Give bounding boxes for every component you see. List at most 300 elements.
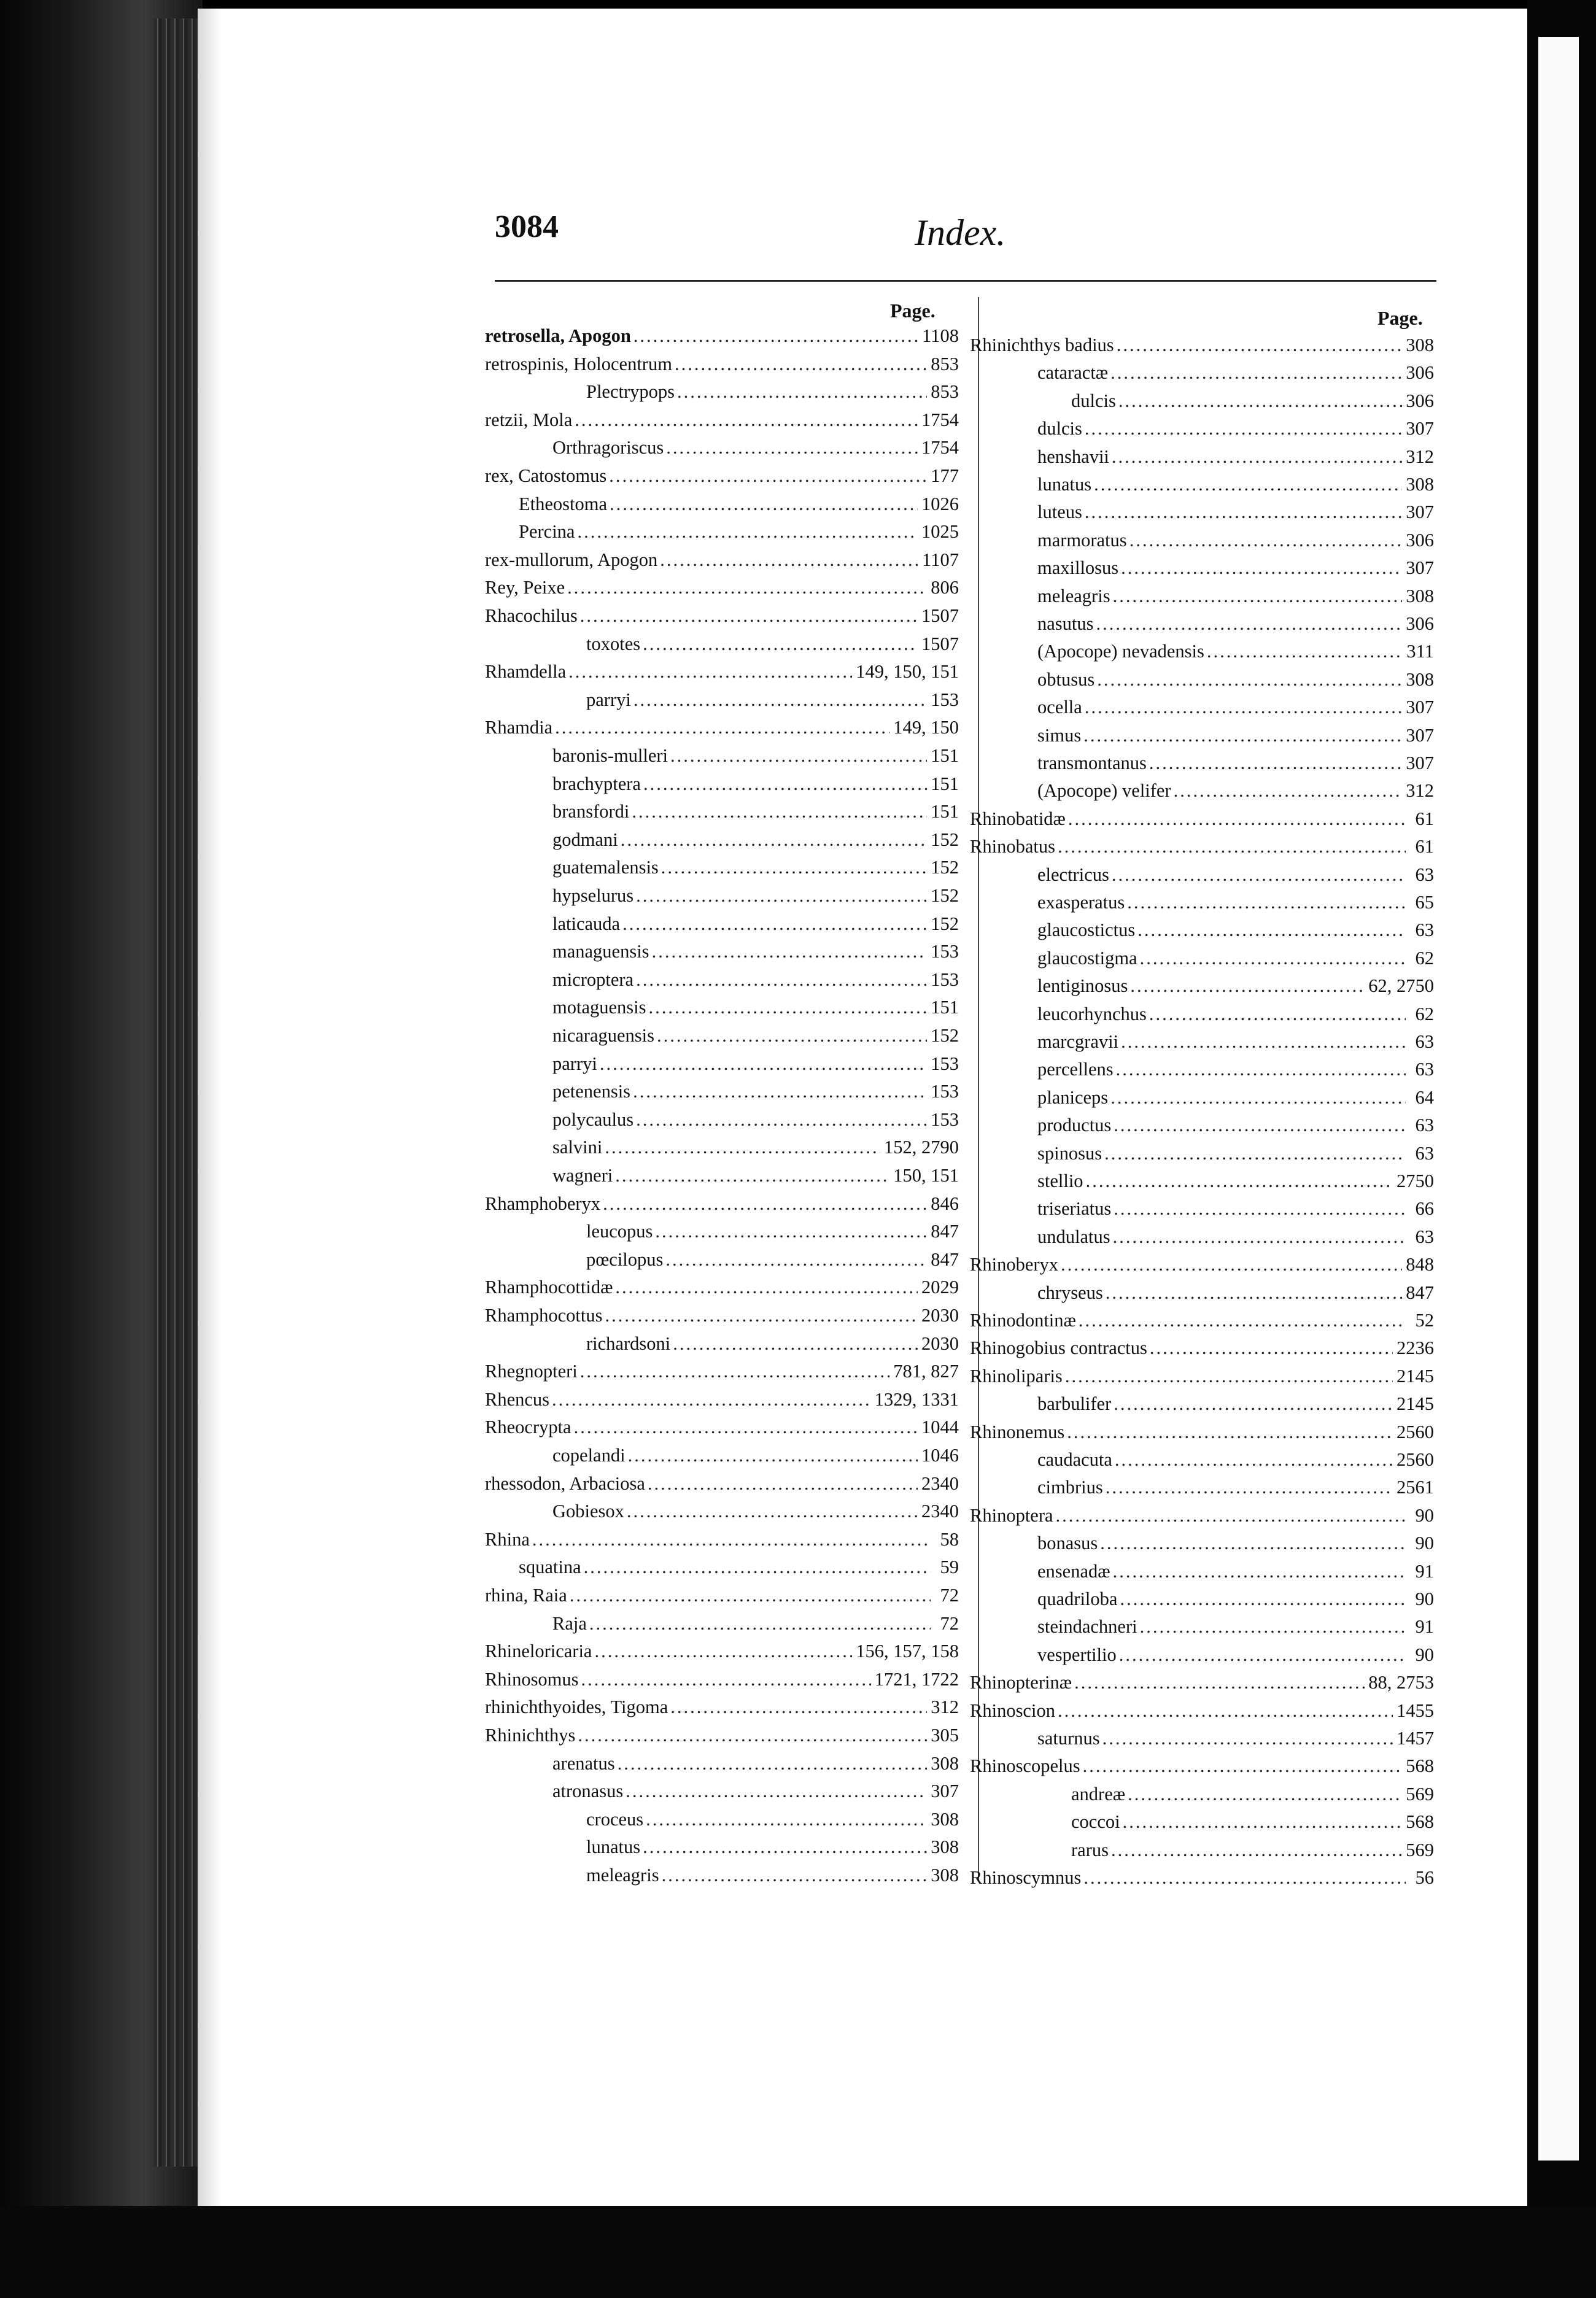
index-entry	[1037, 1616, 1434, 1643]
dot-leader	[1079, 1310, 1406, 1331]
dot-leader	[1068, 808, 1406, 830]
index-page-ref: 63	[1415, 1031, 1434, 1052]
dot-leader	[665, 1249, 927, 1271]
dot-leader	[605, 1305, 918, 1326]
index-page-ref: 72	[940, 1612, 959, 1634]
index-page-ref: 152	[931, 857, 959, 878]
index-entry	[552, 745, 959, 772]
index-term: leucopus	[586, 1221, 653, 1242]
index-page-ref: 307	[1406, 752, 1434, 773]
index-page-ref: 59	[940, 1557, 959, 1578]
index-term: polycaulus	[552, 1108, 634, 1130]
index-page-ref: 91	[1415, 1616, 1434, 1638]
index-page-ref: 61	[1415, 836, 1434, 857]
index-entry	[1037, 1561, 1434, 1588]
index-term: Rhamphocottus	[485, 1305, 603, 1326]
index-term: luteus	[1037, 501, 1082, 523]
index-entry	[1037, 586, 1434, 613]
dot-leader	[567, 577, 927, 598]
dot-leader	[615, 1277, 918, 1298]
dot-leader	[581, 1669, 871, 1690]
index-entry	[970, 335, 1434, 362]
index-page-ref: 307	[1406, 697, 1434, 718]
index-term: marmoratus	[1037, 529, 1127, 551]
index-page-ref: 1046	[921, 1445, 959, 1466]
index-term: arenatus	[552, 1752, 615, 1774]
index-term: Rhinoscion	[970, 1700, 1055, 1721]
dot-leader	[1130, 975, 1365, 997]
index-page-ref: 853	[931, 381, 959, 403]
index-term: meleagris	[1037, 585, 1110, 606]
index-entry	[586, 1809, 959, 1836]
dot-leader	[1128, 1784, 1402, 1805]
index-page-ref: 63	[1415, 864, 1434, 885]
index-entry	[1037, 892, 1434, 919]
index-term: stellio	[1037, 1170, 1083, 1191]
dot-leader	[1113, 1561, 1406, 1582]
index-entry	[586, 1249, 959, 1276]
index-entry	[1037, 697, 1434, 724]
index-entry	[970, 1366, 1434, 1393]
index-term: cataractæ	[1037, 362, 1109, 384]
index-term: Rhinodontinæ	[970, 1310, 1076, 1331]
index-page-ref: 90	[1415, 1644, 1434, 1665]
index-page-ref: 305	[931, 1725, 959, 1746]
index-page-ref: 66	[1415, 1198, 1434, 1220]
dot-leader	[615, 1165, 889, 1186]
index-entry	[586, 689, 959, 716]
index-page-ref: 307	[1406, 418, 1434, 439]
index-page-ref: 847	[1406, 1282, 1434, 1303]
gutter-shadow	[198, 9, 222, 2206]
index-term: Rhinoscopelus	[970, 1755, 1080, 1777]
index-term: copelandi	[552, 1445, 626, 1466]
index-page-ref: 153	[931, 1081, 959, 1102]
dot-leader	[555, 717, 889, 738]
index-term: godmani	[552, 829, 618, 850]
dot-leader	[1110, 362, 1402, 384]
index-term: quadriloba	[1037, 1588, 1118, 1609]
dot-leader	[621, 829, 928, 851]
index-term: Rhinobatus	[970, 836, 1055, 857]
dot-leader	[577, 521, 918, 543]
index-term: transmontanus	[1037, 752, 1147, 773]
dot-leader	[552, 1389, 871, 1410]
dot-leader	[578, 1725, 927, 1746]
index-term: Rhegnopteri	[485, 1361, 578, 1382]
index-page-ref: 153	[931, 1108, 959, 1130]
index-page-ref: 853	[931, 353, 959, 374]
index-term: Rey, Peixe	[485, 577, 565, 598]
index-page-ref: 2029	[921, 1277, 959, 1298]
index-page-ref: 61	[1415, 808, 1434, 829]
index-entry	[552, 1165, 959, 1192]
dot-leader	[648, 1473, 918, 1495]
next-page-edge	[1538, 37, 1579, 2161]
dot-leader	[1061, 1254, 1402, 1275]
index-entry	[1037, 1477, 1434, 1504]
index-entry	[1037, 362, 1434, 389]
dot-leader	[1115, 1449, 1393, 1471]
index-entry	[1037, 1198, 1434, 1225]
index-term: planiceps	[1037, 1086, 1109, 1108]
index-page-ref: 1025	[921, 521, 959, 543]
index-page-ref: 307	[1406, 501, 1434, 523]
column-divider	[978, 297, 979, 1881]
index-entry	[970, 836, 1434, 863]
dot-leader	[1127, 892, 1406, 913]
index-page-ref: 1107	[922, 549, 959, 570]
index-page-ref: 2340	[921, 1501, 959, 1522]
index-term: retzii, Mola	[485, 409, 573, 430]
dot-leader	[1086, 1170, 1393, 1192]
index-term: glaucostigma	[1037, 947, 1137, 969]
index-page-ref: 63	[1415, 1059, 1434, 1080]
index-term: andreæ	[1071, 1783, 1126, 1805]
index-term: (Apocope) velifer	[1037, 780, 1171, 802]
dot-leader	[605, 1137, 880, 1158]
index-entry	[552, 997, 959, 1024]
index-term: motaguensis	[552, 997, 646, 1018]
index-entry	[485, 1473, 959, 1500]
index-term: Plectrypops	[586, 381, 675, 403]
index-term: obtusus	[1037, 668, 1095, 690]
index-page-ref: 151	[931, 773, 959, 794]
index-page-ref: 62	[1415, 1003, 1434, 1024]
dot-leader	[666, 437, 918, 458]
dot-leader	[657, 1025, 927, 1046]
index-page-ref: 2560	[1396, 1421, 1434, 1442]
dot-leader	[633, 1081, 927, 1102]
dot-leader	[1085, 697, 1402, 718]
dot-leader	[1137, 919, 1406, 941]
dot-leader	[1056, 1505, 1406, 1526]
index-page-ref: 2145	[1396, 1393, 1434, 1415]
dot-leader	[584, 1557, 931, 1578]
right-column-page-label: Page.	[1377, 307, 1423, 329]
index-page-ref: 2750	[1396, 1170, 1434, 1191]
dot-leader	[1113, 586, 1403, 607]
index-term: lunatus	[1037, 474, 1092, 495]
index-page-ref: 308	[931, 1836, 959, 1858]
dot-leader	[1104, 1143, 1406, 1164]
dot-leader	[627, 1501, 918, 1522]
dot-leader	[1085, 418, 1402, 439]
index-entry	[485, 1696, 959, 1724]
dot-leader	[673, 1333, 918, 1355]
index-term: exasperatus	[1037, 892, 1125, 913]
index-entry	[1037, 1226, 1434, 1253]
dot-leader	[1058, 1700, 1393, 1722]
index-term: barbulifer	[1037, 1393, 1112, 1415]
dot-leader	[643, 633, 918, 655]
index-entry	[586, 1221, 959, 1248]
dot-leader	[1100, 1533, 1406, 1554]
index-entry	[552, 773, 959, 800]
dot-leader	[1119, 1644, 1406, 1666]
index-page-ref: 177	[931, 465, 959, 486]
dot-leader	[570, 1585, 931, 1606]
dot-leader	[660, 549, 918, 571]
dot-leader	[675, 354, 927, 375]
index-entry	[519, 521, 959, 548]
index-entry	[1037, 669, 1434, 696]
index-term: saturnus	[1037, 1728, 1100, 1749]
index-page-ref: 1507	[921, 605, 959, 626]
index-term: lentiginosus	[1037, 975, 1128, 997]
index-entry	[1037, 1031, 1434, 1058]
index-entry	[485, 325, 959, 352]
dot-leader	[1174, 780, 1403, 802]
index-term: nasutus	[1037, 613, 1094, 634]
index-page-ref: 1754	[921, 409, 959, 430]
index-entry	[485, 1725, 959, 1752]
dot-leader	[1102, 1728, 1393, 1749]
index-entry	[586, 1333, 959, 1360]
index-page-ref: 150, 151	[893, 1165, 959, 1186]
index-term: rhinichthyoides, Tigoma	[485, 1696, 668, 1718]
index-term: percellens	[1037, 1059, 1114, 1080]
index-term: dulcis	[1037, 418, 1082, 439]
index-entry	[1037, 557, 1434, 584]
index-entry	[1071, 390, 1434, 417]
dot-leader	[1121, 557, 1402, 579]
index-entry	[1037, 613, 1434, 640]
index-entry	[552, 1053, 959, 1080]
index-term: caudacuta	[1037, 1449, 1112, 1470]
index-page-ref: 307	[931, 1781, 959, 1802]
index-term: rhessodon, Arbaciosa	[485, 1472, 645, 1494]
index-entry	[552, 1613, 959, 1640]
index-page-ref: 63	[1415, 1226, 1434, 1247]
index-entry	[519, 1557, 959, 1584]
index-entry	[1037, 501, 1434, 528]
index-entry	[552, 1445, 959, 1472]
index-page-ref: 152	[931, 913, 959, 934]
index-page-ref: 64	[1415, 1086, 1434, 1108]
index-page-ref: 2236	[1396, 1337, 1434, 1359]
dot-leader	[1106, 1477, 1393, 1498]
index-term: Rhencus	[485, 1388, 550, 1410]
index-term: Etheostoma	[519, 493, 607, 514]
index-entry	[552, 1781, 959, 1808]
index-page-ref: 152, 2790	[884, 1137, 959, 1158]
index-page-ref: 2145	[1396, 1365, 1434, 1387]
dot-leader	[1149, 752, 1402, 774]
dot-leader	[1149, 1004, 1406, 1025]
index-term: bransfordi	[552, 801, 630, 822]
dot-leader	[618, 1753, 928, 1774]
index-page-ref: 153	[931, 969, 959, 990]
index-term: Rhinonemus	[970, 1421, 1065, 1442]
index-page-ref: 52	[1415, 1310, 1434, 1331]
index-page-ref: 308	[931, 1865, 959, 1886]
index-entry	[970, 1422, 1434, 1449]
dot-leader	[677, 381, 927, 403]
index-page-ref: 847	[931, 1221, 959, 1242]
index-term: maxillosus	[1037, 557, 1119, 579]
index-term: Orthragoriscus	[552, 437, 664, 458]
index-page-ref: 569	[1406, 1783, 1434, 1805]
dot-leader	[1118, 390, 1402, 412]
index-term: Rhina	[485, 1528, 530, 1550]
index-page-ref: 312	[1406, 780, 1434, 802]
index-page-ref: 63	[1415, 919, 1434, 941]
dot-leader	[594, 1641, 852, 1662]
index-entry	[1037, 1449, 1434, 1476]
index-entry	[552, 1025, 959, 1052]
index-entry	[552, 1137, 959, 1164]
index-entry	[485, 1277, 959, 1304]
index-entry	[552, 969, 959, 996]
index-term: dulcis	[1071, 390, 1116, 411]
index-entry	[1037, 725, 1434, 752]
dot-leader	[1074, 1672, 1365, 1693]
index-entry	[970, 808, 1434, 835]
page-stack-edge	[153, 18, 203, 2167]
dot-leader	[1065, 1366, 1393, 1387]
index-page-ref: 1329, 1331	[874, 1388, 959, 1410]
dot-leader	[670, 745, 927, 767]
index-entry	[1071, 1784, 1434, 1811]
dot-leader	[1094, 474, 1402, 495]
index-entry	[970, 1337, 1434, 1364]
index-page-ref: 308	[1406, 585, 1434, 606]
dot-leader	[662, 1865, 928, 1886]
index-term: Rhinoberyx	[970, 1254, 1059, 1275]
index-entry	[970, 1672, 1434, 1699]
index-entry	[1037, 1115, 1434, 1142]
index-page-ref: 1457	[1396, 1728, 1434, 1749]
index-term: ensenadæ	[1037, 1560, 1110, 1582]
index-page-ref: 149, 150	[893, 717, 959, 738]
index-term: rhina, Raia	[485, 1585, 567, 1606]
index-entry	[1037, 864, 1434, 891]
index-entry	[1037, 1393, 1434, 1420]
dot-leader	[1121, 1031, 1406, 1053]
index-term: toxotes	[586, 633, 641, 654]
index-page-ref: 58	[940, 1528, 959, 1550]
index-term: Rhinogobius contractus	[970, 1337, 1147, 1359]
dot-leader	[1114, 1393, 1393, 1415]
index-entry	[552, 1081, 959, 1108]
dot-leader	[1113, 1226, 1406, 1248]
index-entry	[1037, 418, 1434, 445]
index-entry	[485, 354, 959, 381]
index-term: salvini	[552, 1137, 603, 1158]
index-term: Rheocrypta	[485, 1417, 571, 1438]
index-term: richardsoni	[586, 1333, 671, 1354]
index-term: Rhineloricaria	[485, 1641, 592, 1662]
dot-leader	[655, 1221, 927, 1242]
index-page-ref: 62	[1415, 947, 1434, 969]
dot-leader	[636, 1109, 927, 1131]
index-entry	[552, 885, 959, 912]
index-page-ref: 308	[1406, 474, 1434, 495]
index-entry	[970, 1254, 1434, 1281]
dot-leader	[670, 1696, 927, 1718]
index-entry	[485, 1641, 959, 1668]
index-entry	[485, 1389, 959, 1416]
dot-leader	[610, 493, 918, 515]
index-page-ref: 63	[1415, 1142, 1434, 1164]
dot-leader	[636, 969, 927, 991]
dot-leader	[661, 857, 927, 878]
dot-leader	[580, 1361, 889, 1382]
index-entry	[586, 633, 959, 660]
dot-leader	[1083, 1755, 1403, 1777]
index-page-ref: 306	[1406, 529, 1434, 551]
dot-leader	[636, 885, 927, 907]
dot-leader	[1150, 1337, 1393, 1359]
index-page-ref: 153	[931, 689, 959, 710]
index-page-ref: 72	[940, 1585, 959, 1606]
dot-leader	[633, 325, 918, 347]
dot-leader	[652, 941, 928, 962]
index-page-ref: 307	[1406, 724, 1434, 746]
index-term: glaucostictus	[1037, 919, 1136, 941]
index-entry	[485, 577, 959, 604]
index-entry	[552, 1753, 959, 1780]
index-entry	[970, 1310, 1434, 1337]
dot-leader	[1085, 501, 1402, 523]
index-term: squatina	[519, 1557, 581, 1578]
index-entry	[552, 829, 959, 856]
index-page-ref: 569	[1406, 1839, 1434, 1860]
index-term: vespertilio	[1037, 1644, 1117, 1665]
index-entry	[1037, 641, 1434, 668]
index-term: cimbrius	[1037, 1477, 1103, 1498]
index-term: Rhinoscymnus	[970, 1867, 1082, 1888]
dot-leader	[1129, 530, 1403, 551]
index-page-ref: 152	[931, 1025, 959, 1046]
dot-leader	[1110, 1087, 1406, 1108]
index-term: retrospinis, Holocentrum	[485, 353, 672, 374]
index-page-ref: 311	[1406, 641, 1434, 662]
index-page-ref: 151	[931, 801, 959, 822]
index-page-ref: 306	[1406, 390, 1434, 411]
index-entry	[552, 801, 959, 828]
index-entry	[485, 1529, 959, 1556]
index-page-ref: 308	[931, 1808, 959, 1830]
index-page-ref: 56	[1415, 1867, 1434, 1888]
index-entry	[1037, 1004, 1434, 1031]
dot-leader	[1140, 1616, 1406, 1638]
index-entry	[485, 1193, 959, 1220]
index-term: atronasus	[552, 1781, 624, 1802]
index-page-ref: 2340	[921, 1472, 959, 1494]
index-entry	[485, 1585, 959, 1612]
dot-leader	[1083, 1867, 1406, 1889]
dot-leader	[649, 997, 928, 1018]
index-term: (Apocope) nevadensis	[1037, 641, 1204, 662]
dot-leader	[580, 605, 918, 627]
index-entry	[1037, 919, 1434, 946]
index-page-ref: 62, 2750	[1368, 975, 1434, 997]
index-entry	[485, 1417, 959, 1444]
dot-leader	[1120, 1588, 1406, 1610]
index-entry	[970, 1755, 1434, 1782]
index-term: henshavii	[1037, 446, 1109, 467]
index-page-ref: 848	[1406, 1254, 1434, 1275]
index-page-ref: 308	[1406, 335, 1434, 355]
dot-leader	[1106, 1282, 1403, 1304]
index-entry	[970, 1867, 1434, 1894]
index-entry	[552, 437, 959, 464]
index-page-ref: 1754	[921, 437, 959, 458]
index-term: electricus	[1037, 864, 1109, 885]
index-page-ref: 781, 827	[893, 1361, 959, 1382]
